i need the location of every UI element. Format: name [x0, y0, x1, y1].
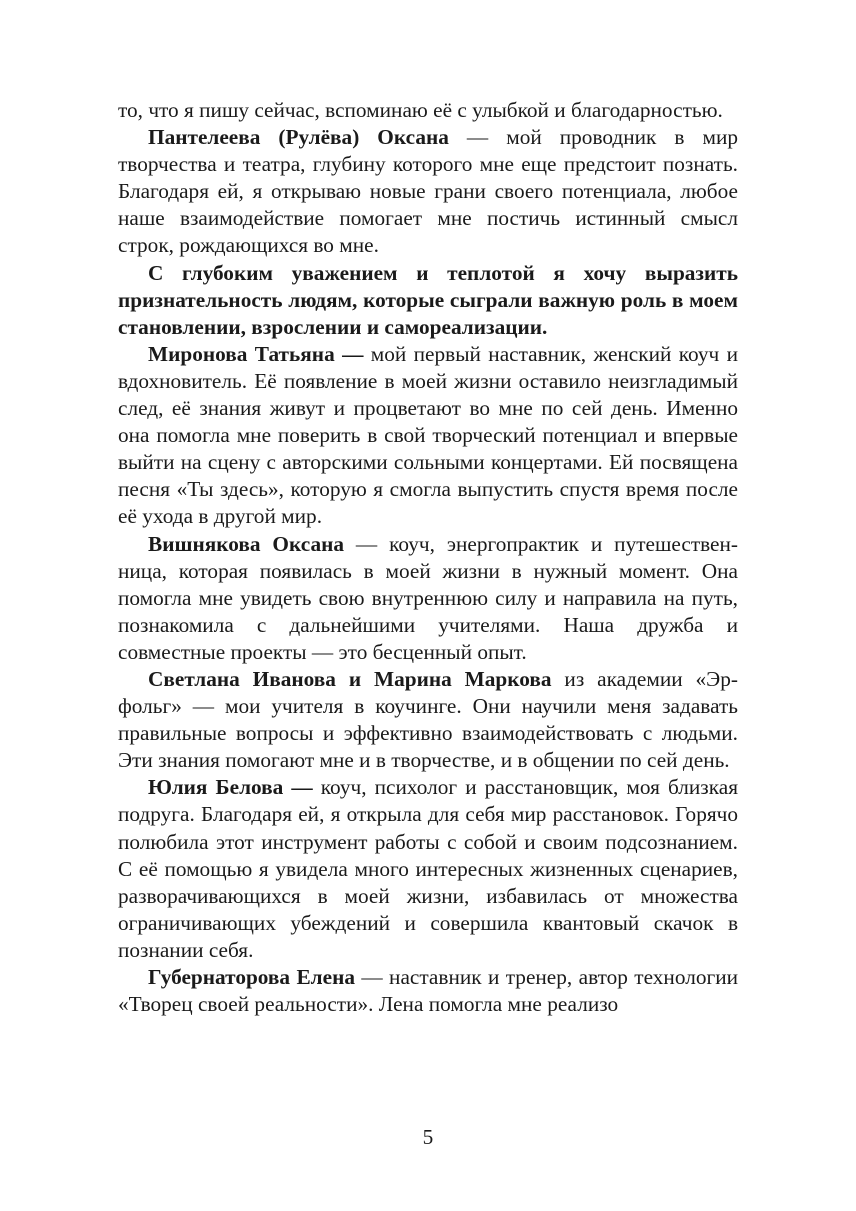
paragraph-gratitude-heading	[118, 260, 738, 341]
paragraph-mironova	[118, 341, 738, 531]
page-body	[118, 97, 738, 1018]
paragraph-text: коуч, психолог и расстановщик, моя близкая подруга. Благодаря ей, я открыла для себя мир расстановок. Горячо полюбила этот инструмент работы с собой и своим подсознанием. С её помощью я увидела много интересных жизненных сценариев, разворачивающихся в моей жизни, избавилась от множества ограничивающих убеждений и совершила квантовый скачок в познании себя.	[118, 775, 738, 962]
paragraph-ivanova-markova	[118, 666, 738, 774]
paragraph-text: из академии «Эрфольг» — мои учителя в коучинге. Они научили меня задавать правильные вопросы и эффективно взаимодействовать с людьми. Эти знания помогают мне и в творчестве, и в общении по сей день.	[118, 666, 738, 773]
paragraph-panteleeva	[118, 124, 738, 259]
paragraph-gubernatorova	[118, 964, 738, 1018]
paragraph-lead: Светлана Иванова и Марина Маркова	[148, 666, 552, 691]
paragraph-vishnyakova	[118, 531, 738, 666]
paragraph-text: — наставник и тренер, автор технологии «Творец своей реальности». Лена помогла мне реализо	[118, 965, 738, 1017]
paragraph-lead: Миронова Татьяна —	[148, 341, 364, 366]
paragraph-lead: Пантелеева (Рулёва) Оксана	[148, 125, 449, 150]
paragraph-text: то, что я пишу сейчас, вспоминаю её с улыбкой и благодарностью.	[118, 98, 723, 122]
page-number: 5	[422, 1125, 434, 1149]
paragraph-text: мой первый наставник, женский коуч и вдохновитель. Её появление в моей жизни оставило неизгладимый след, её знания живут и процветают во мне по сей день. Именно она помогла мне поверить в свой творческий потенциал и впервые выйти на сцену с авторскими сольными концертами. Ей посвящена песня «Ты здесь», которую я смогла выпустить спустя время после её ухода в другой мир.	[118, 341, 738, 529]
paragraph-continuation	[118, 97, 738, 124]
paragraph-lead: Губернаторова Елена	[148, 965, 355, 989]
paragraph-lead: Юлия Белова —	[148, 775, 313, 800]
paragraph-belova	[118, 774, 738, 964]
paragraph-text: — коуч, энергопрактик и путешественница, которая появилась в моей жизни в нужный момент. Она помогла мне увидеть свою внутреннюю силу и направила на путь, познакомила с дальнейшими учителями. Наша дружба и совместные проекты — это бесценный опыт.	[118, 531, 739, 664]
paragraph-text: С глубоким уважением и теплотой я хочу выразить признательность людям, которые сыграли важную роль в моем становлении, взрослении и самореализации.	[118, 260, 738, 339]
paragraph-text: — мой проводник в мир творчества и театра, глубину которого мне еще предстоит познать. Благодаря ей, я открываю новые грани своего потенциала, любое наше взаимодействие помогает мне постичь истинный смысл строк, рождающихся во мне.	[118, 125, 738, 258]
paragraph-lead: Вишнякова Оксана	[148, 531, 345, 556]
